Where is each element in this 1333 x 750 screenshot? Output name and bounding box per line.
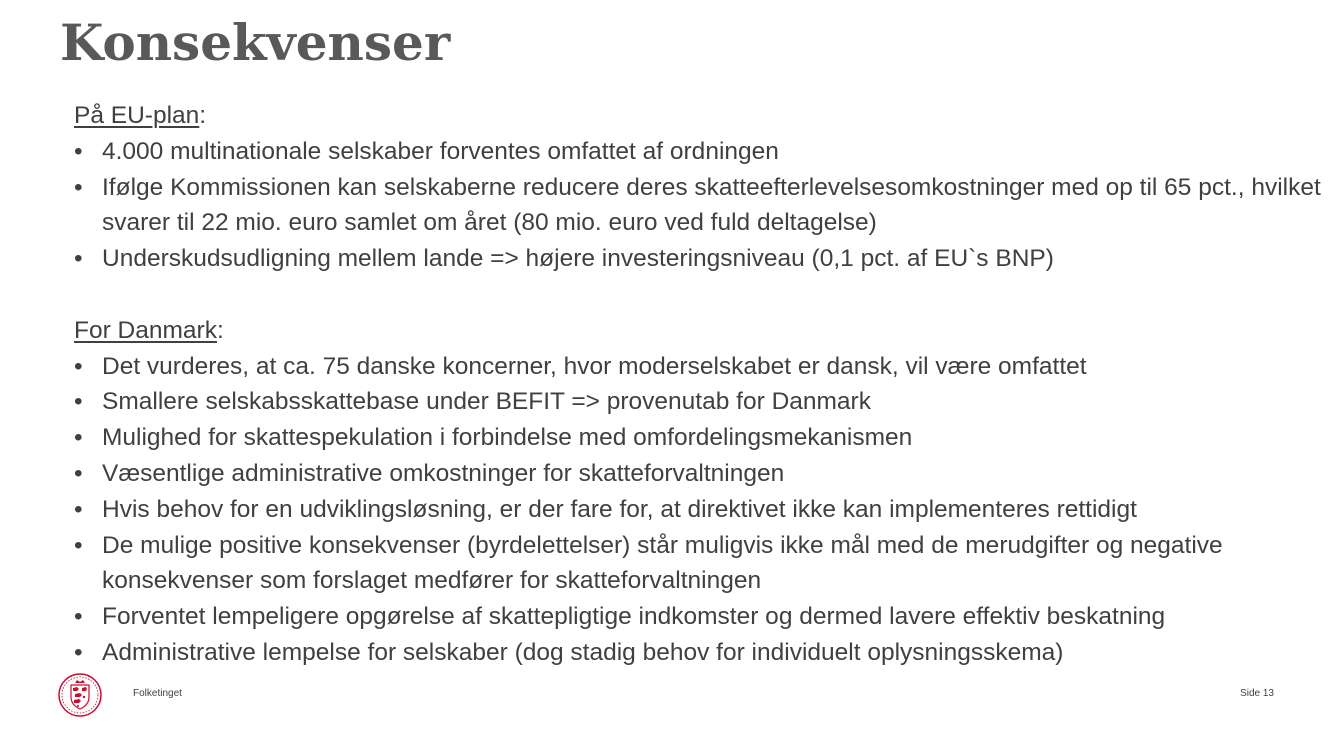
slide-content bbox=[74, 98, 1324, 671]
list-item: • 4.000 multinationale selskaber forventes omfattet af ordningen bbox=[74, 134, 1324, 170]
page-number: Side 13 bbox=[1240, 688, 1274, 699]
slide-title: Konsekvenser bbox=[60, 13, 451, 72]
list-item: • De mulige positive konsekvenser (byrdelettelser) står muligvis ikke mål med de merudgifter og negative konsekvenser som forslaget medfører for skatteforvaltningen bbox=[74, 528, 1324, 600]
list-item: • Administrative lempelse for selskaber (dog stadig behov for individuelt oplysningsskema) bbox=[74, 635, 1324, 671]
list-item: • Væsentlige administrative omkostninger for skatteforvaltningen bbox=[74, 456, 1324, 492]
list-item: • Ifølge Kommissionen kan selskaberne reducere deres skatteefterlevelsesomkostninger med op til 65 pct., hvilket svarer til 22 mio. euro samlet om året (80 mio. euro ved fuld deltagelse) bbox=[74, 170, 1324, 242]
list-item: • Hvis behov for en udviklingsløsning, er der fare for, at direktivet ikke kan implementeres rettidigt bbox=[74, 492, 1324, 528]
bullet-list-dk bbox=[74, 349, 1324, 671]
list-item: • Mulighed for skattespekulation i forbindelse med omfordelingsmekanismen bbox=[74, 420, 1324, 456]
list-item: • Underskudsudligning mellem lande => højere investeringsniveau (0,1 pct. af EU`s BNP) bbox=[74, 241, 1324, 277]
section-heading-dk: For Danmark: bbox=[74, 316, 224, 344]
list-item: • Smallere selskabsskattebase under BEFIT => provenutab for Danmark bbox=[74, 384, 1324, 420]
list-item: • Det vurderes, at ca. 75 danske koncerner, hvor moderselskabet er dansk, vil være omfattet bbox=[74, 349, 1324, 385]
folketinget-seal-icon bbox=[58, 673, 102, 717]
bullet-list-eu bbox=[74, 134, 1324, 277]
section-heading-eu: På EU-plan: bbox=[74, 102, 207, 129]
footer-org: Folketinget bbox=[133, 688, 182, 699]
list-item: • Forventet lempeligere opgørelse af skattepligtige indkomster og dermed lavere effektiv beskatning bbox=[74, 599, 1324, 635]
